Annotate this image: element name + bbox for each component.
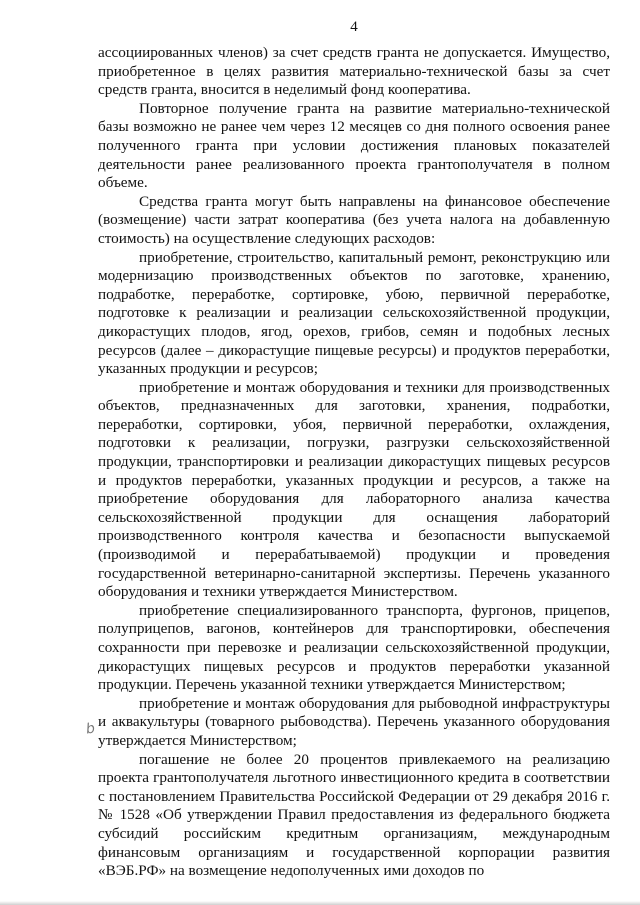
paragraph-7: приобретение и монтаж оборудования для рыбоводной инфраструктуры и аквакультуры (товарного рыбоводства). Перечень указанного оборудования утверждается Министерством; bbox=[98, 694, 610, 749]
handwritten-margin-mark: b bbox=[84, 720, 96, 738]
paragraph-2: Повторное получение гранта на развитие материально-технической базы возможно не ранее чем через 12 месяцев со дня полного освоения ранее полученного гранта при условии достижения плановых показателей деятельности ранее реализованного проекта грантополучателя в полном объеме. bbox=[98, 99, 610, 192]
page-number: 4 bbox=[350, 19, 358, 35]
document-body bbox=[98, 44, 610, 881]
paragraph-4: приобретение, строительство, капитальный ремонт, реконструкцию или модернизацию производственных объектов по заготовке, хранению, подработке, переработке, сортировке, убою, первичной переработке, подготовке к реализации и реализации сельскохозяйственной продукции, дикорастущих плодов, ягод, орехов, грибов, семян и подобных лесных ресурсов (далее – дикорастущие пищевые ресурсы) и продуктов переработки, указанных продукции и ресурсов; bbox=[98, 248, 610, 378]
paragraph-6: приобретение специализированного транспорта, фургонов, прицепов, полуприцепов, вагонов, контейнеров для транспортировки, обеспечения сохранности при перевозке и реализации сельскохозяйственной продукции, дикорастущих пищевых ресурсов и продуктов переработки указанной продукции. Перечень указанной техники утверждается Министерством; bbox=[98, 601, 610, 694]
paragraph-1: ассоциированных членов) за счет средств гранта не допускается. Имущество, приобретенное в целях развития материально-технической базы за счет средств гранта, вносится в неделимый фонд кооператива. bbox=[98, 44, 610, 99]
paragraph-3: Средства гранта могут быть направлены на финансовое обеспечение (возмещение) части затрат кооператива (без учета налога на добавленную стоимость) на осуществление следующих расходов: bbox=[98, 192, 610, 247]
scan-bottom-edge bbox=[0, 901, 640, 905]
paragraph-5: приобретение и монтаж оборудования и техники для производственных объектов, предназначенных для заготовки, хранения, подработки, переработки, сортировки, убоя, первичной переработки, охлаждения, подготовки к реализации, погрузки, разгрузки сельскохозяйственной продукции, транспортировки и реализации дикорастущих пищевых ресурсов и продуктов переработки, указанных продукции и ресурсов, а также на приобретение оборудования для лабораторного анализа качества сельскохозяйственной продукции для оснащения лабораторий производственного контроля качества и безопасности выпускаемой (производимой и перерабатываемой) продукции и проведения государственной ветеринарно-санитарной экспертизы. Перечень указанного оборудования и техники утверждается Министерством. bbox=[98, 378, 610, 601]
paragraph-8: погашение не более 20 процентов привлекаемого на реализацию проекта грантополучателя льготного инвестиционного кредита в соответствии с постановлением Правительства Российской Федерации от 29 декабря 2016 г. № 1528 «Об утверждении Правил предоставления из федерального бюджета субсидий российским кредитным организациям, международным финансовым организациям и государственной корпорации развития «ВЭБ.РФ» на возмещение недополученных ими доходов по bbox=[98, 750, 610, 880]
